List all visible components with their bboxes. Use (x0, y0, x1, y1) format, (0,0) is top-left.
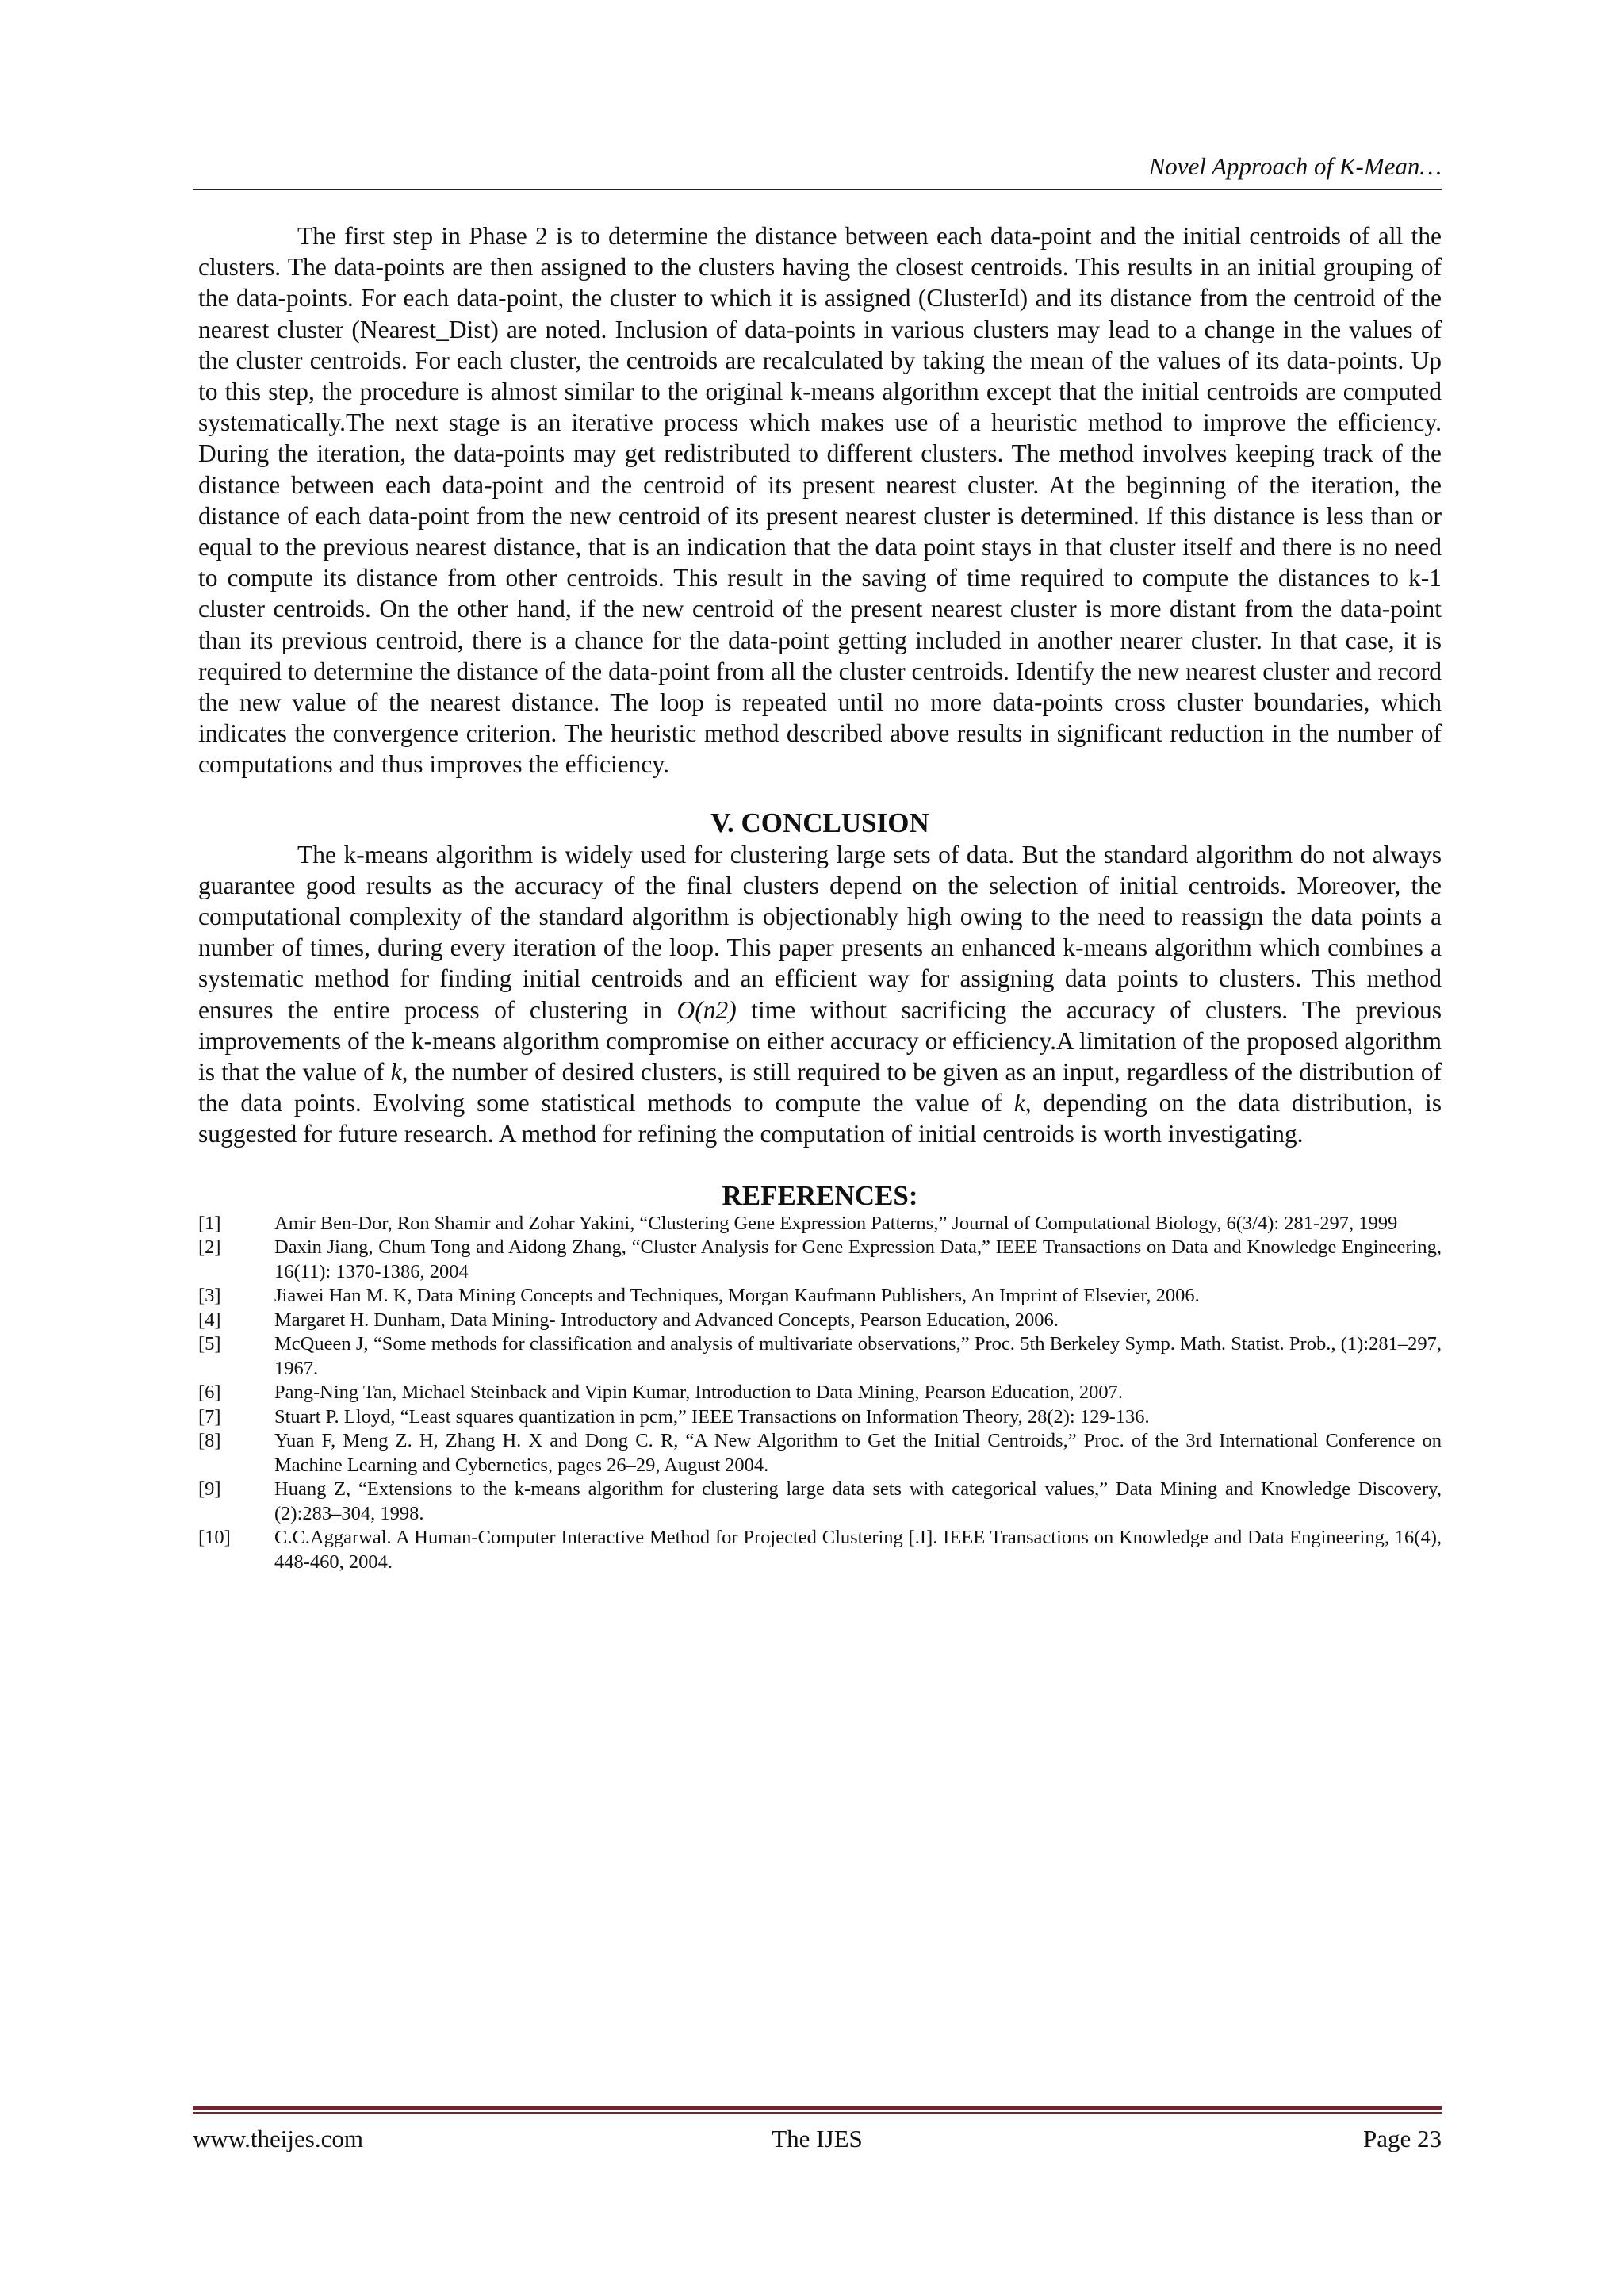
reference-text: Daxin Jiang, Chum Tong and Aidong Zhang, “Cluster Analysis for Gene Expression Data,” IEEE Transactions on Data and Knowledge Engineering, 16(11): 1370-1386, 2004 (274, 1236, 1442, 1282)
reference-text: Yuan F, Meng Z. H, Zhang H. X and Dong C. R, “A New Algorithm to Get the Initial Centroids,” Proc. of the 3rd International Conference on Machine Learning and Cybernetics, pages 26–29, August 2004. (274, 1430, 1442, 1476)
reference-item (198, 1429, 1442, 1478)
reference-number: [5] (198, 1333, 221, 1355)
reference-item (198, 1332, 1442, 1381)
header-divider (193, 189, 1442, 190)
footer-website-link[interactable]: www.theijes.com (193, 2125, 363, 2152)
reference-number: [9] (198, 1478, 221, 1501)
k-variable: k (1013, 1089, 1025, 1117)
references-heading: REFERENCES: (722, 1179, 918, 1211)
conclusion-text-3: , the number of desired clusters, is still required to be given as an input, regardless of the distribution of the data points. Evolving some statistical methods to compute the value of (198, 1058, 1442, 1117)
conclusion-text-2: time without sacrificing the accuracy of clusters. The previous improvements of the k-means algorithm compromise on either accuracy or efficiency.A limitation of the proposed algorithm is that the value of (198, 995, 1442, 1087)
reference-item (198, 1212, 1442, 1236)
reference-item (198, 1381, 1442, 1405)
reference-text: Amir Ben-Dor, Ron Shamir and Zohar Yakini, “Clustering Gene Expression Patterns,” Journal of Computational Biology, 6(3/4): 281-297, 1999 (274, 1212, 1398, 1234)
reference-number: [1] (198, 1212, 221, 1234)
reference-text: Jiawei Han M. K, Data Mining Concepts and Techniques, Morgan Kaufmann Publishers, An Imprint of Elsevier, 2006. (274, 1285, 1200, 1307)
reference-number: [6] (198, 1382, 221, 1404)
reference-item (198, 1284, 1442, 1309)
conclusion-text-4: , depending on the data distribution, is suggested for future research. A method for refining the computation of initial centroids is worth investigating. (198, 1089, 1442, 1148)
reference-number: [10] (198, 1527, 231, 1549)
reference-number: [4] (198, 1309, 221, 1331)
reference-text: C.C.Aggarwal. A Human-Computer Interactive Method for Projected Clustering [.I]. IEEE Transactions on Knowledge and Data Engineering, 16(4), 448-460, 2004. (274, 1527, 1442, 1573)
page-footer (193, 2122, 1442, 2156)
reference-text: Huang Z, “Extensions to the k-means algorithm for clustering large data sets with categorical values,” Data Mining and Knowledge Discovery, (2):283–304, 1998. (274, 1478, 1442, 1524)
reference-text: Margaret H. Dunham, Data Mining- Introductory and Advanced Concepts, Pearson Education, 2006. (274, 1309, 1059, 1331)
reference-item (198, 1309, 1442, 1333)
page-content (198, 220, 1442, 1574)
reference-item (198, 1405, 1442, 1430)
footer-divider-thick (193, 2106, 1442, 2110)
complexity-notation: O(n2) (676, 995, 737, 1024)
references-list (198, 1212, 1442, 1575)
conclusion-heading: V. CONCLUSION (710, 807, 929, 838)
reference-text: Stuart P. Lloyd, “Least squares quantization in pcm,” IEEE Transactions on Information Theory, 28(2): 129-136. (274, 1405, 1150, 1428)
phase2-paragraph: The first step in Phase 2 is to determine the distance between each data-point and the initial centroids of all the clusters. The data-points are then assigned to the clusters having the closest centroids. This results in an initial grouping of the data-points. For each data-point, the cluster to which it is assigned (ClusterId) and its distance from the centroid of the nearest cluster (Nearest_Dist) are noted. Inclusion of data-points in various clusters may lead to a change in the values of the cluster centroids. For each cluster, the centroids are recalculated by taking the mean of the values of its data-points. Up to this step, the procedure is almost similar to the original k-means algorithm except that the initial centroids are computed systematically.The next stage is an iterative process which makes use of a heuristic method to improve the efficiency. During the iteration, the data-points may get redistributed to different clusters. The method involves keeping track of the distance between each data-point and the centroid of its present nearest cluster. At the beginning of the iteration, the distance of each data-point from the new centroid of its present nearest cluster is determined. If this distance is less than or equal to the previous nearest distance, that is an indication that the data point stays in that cluster itself and there is no need to compute its distance from other centroids. This result in the saving of time required to compute the distances to k-1 cluster centroids. On the other hand, if the new centroid of the present nearest cluster is more distant from the data-point than its previous centroid, there is a chance for the data-point getting included in another nearer cluster. In that case, it is required to determine the distance of the data-point from all the cluster centroids. Identify the new nearest cluster and record the new value of the nearest distance. The loop is repeated until no more data-points cross cluster boundaries, which indicates the convergence criterion. The heuristic method described above results in significant reduction in the number of computations and thus improves the efficiency. (198, 222, 1442, 779)
reference-item (198, 1478, 1442, 1526)
reference-text: McQueen J, “Some methods for classification and analysis of multivariate observations,” Proc. 5th Berkeley Symp. Math. Statist. Prob., (1):281–297, 1967. (274, 1333, 1442, 1379)
reference-item (198, 1526, 1442, 1574)
running-header: Novel Approach of K-Mean… (1148, 152, 1442, 180)
reference-number: [7] (198, 1405, 221, 1428)
reference-item (198, 1236, 1442, 1284)
reference-number: [8] (198, 1430, 221, 1452)
reference-text: Pang-Ning Tan, Michael Steinback and Vipin Kumar, Introduction to Data Mining, Pearson Education, 2007. (274, 1382, 1124, 1404)
conclusion-paragraph (198, 839, 1442, 1150)
footer-page-number: Page 23 (1362, 2125, 1442, 2152)
reference-number: [3] (198, 1285, 221, 1307)
footer-divider-thin (193, 2112, 1442, 2114)
footer-journal-name: The IJES (772, 2125, 863, 2152)
conclusion-text-1: The k-means algorithm is widely used for clustering large sets of data. But the standard algorithm do not always guarantee good results as the accuracy of the final clusters depend on the selection of initial centroids. Moreover, the computational complexity of the standard algorithm is objectionably high owing to the need to reassign the data points a number of times, during every iteration of the loop. This paper presents an enhanced k-means algorithm which combines a systematic method for finding initial centroids and an efficient way for assigning data points to clusters. This method ensures the entire process of clustering in (198, 840, 1442, 1024)
k-variable: k (390, 1058, 402, 1087)
reference-number: [2] (198, 1236, 221, 1259)
